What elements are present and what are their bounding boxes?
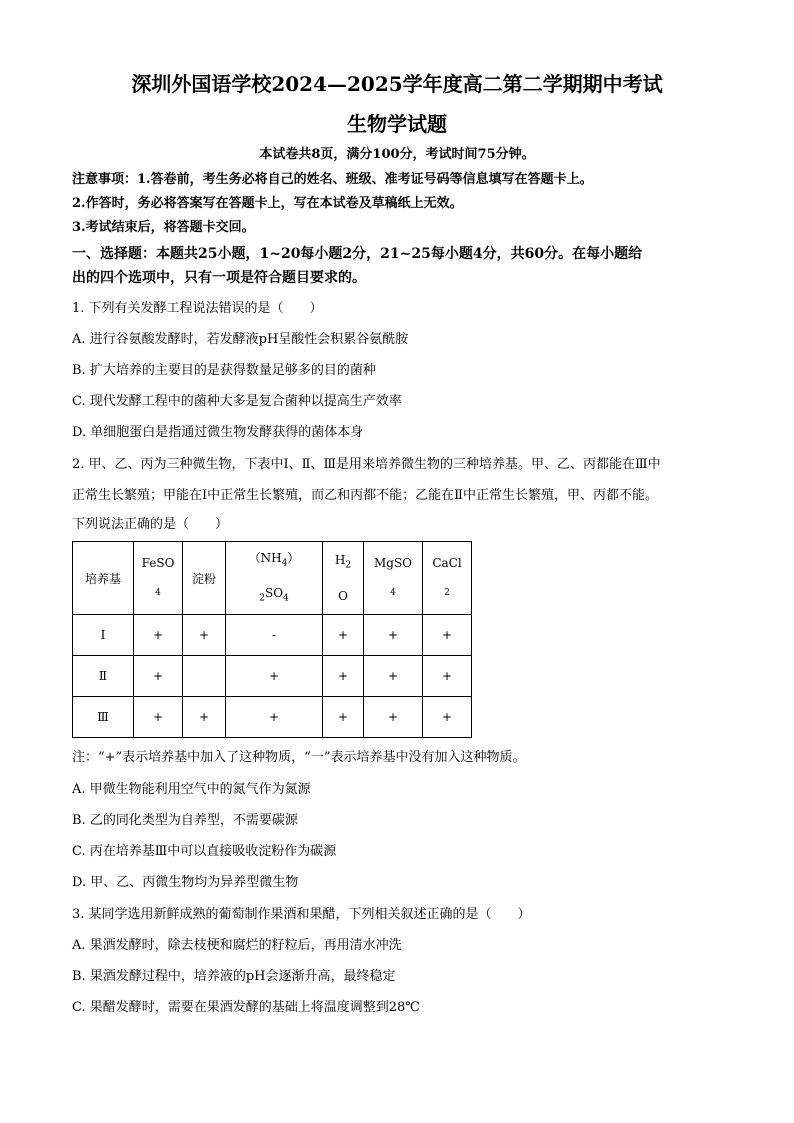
note-3: 3.考试结束后，将答题卡交回。 — [72, 220, 255, 235]
header-cacl2: CaCl 2 — [423, 542, 472, 615]
q2-option-d: D. 甲、乙、丙微生物均为异养型微生物 — [72, 875, 299, 890]
cell-cacl2: + — [423, 615, 472, 656]
header-starch: 淀粉 — [183, 542, 226, 615]
row-label: Ⅲ — [73, 697, 134, 738]
cell-nh4so4: + — [226, 697, 323, 738]
q1-stem: 1. 下列有关发酵工程说法错误的是（ ） — [72, 301, 323, 316]
q1-option-c: C. 现代发酵工程中的菌种大多是复合菌种以提高生产效率 — [72, 394, 402, 409]
cell-nh4so4: + — [226, 656, 323, 697]
cell-mgso4: + — [364, 656, 423, 697]
cell-cacl2: + — [423, 697, 472, 738]
note-1: 注意事项：1.答卷前，考生务必将自己的姓名、班级、准考证号码等信息填写在答题卡上。 — [72, 172, 593, 187]
q3-option-b: B. 果酒发酵过程中，培养液的pH会逐渐升高，最终稳定 — [72, 969, 396, 984]
cell-starch: + — [183, 615, 226, 656]
q3-stem: 3. 某同学选用新鲜成熟的葡萄制作果酒和果醋，下列相关叙述正确的是（ ） — [72, 907, 531, 922]
q2-stem-line1: 2. 甲、乙、丙为三种微生物，下表中Ⅰ、Ⅱ、Ⅲ是用来培养微生物的三种培养基。甲、乙、丙都能在Ⅲ中 — [72, 457, 661, 472]
header-medium: 培养基 — [73, 542, 134, 615]
q1-option-a: A. 进行谷氨酸发酵时，若发酵液pH呈酸性会积累谷氨酰胺 — [72, 332, 409, 347]
q3-option-c: C. 果醋发酵时，需要在果酒发酵的基础上将温度调整到28℃ — [72, 1000, 420, 1015]
cell-h2o: + — [323, 656, 364, 697]
exam-subtitle: 生物学试题 — [347, 112, 447, 136]
table-row — [73, 615, 472, 656]
cell-feso4: + — [134, 697, 183, 738]
q1-option-b: B. 扩大培养的主要目的是获得数量足够多的目的菌种 — [72, 363, 376, 378]
row-label: Ⅱ — [73, 656, 134, 697]
exam-title: 深圳外国语学校2024—2025学年度高二第二学期期中考试 — [131, 72, 663, 96]
note-2: 2.作答时，务必将答案写在答题卡上，写在本试卷及草稿纸上无效。 — [72, 196, 463, 211]
q2-stem-line2: 正常生长繁殖；甲能在Ⅰ中正常生长繁殖，而乙和丙都不能；乙能在Ⅱ中正常生长繁殖，甲、丙都不能。 — [72, 488, 658, 503]
cell-nh4so4: - — [226, 615, 323, 656]
cell-starch — [183, 656, 226, 697]
q1-option-d: D. 单细胞蛋白是指通过微生物发酵获得的菌体本身 — [72, 425, 364, 440]
medium-table — [72, 541, 472, 738]
row-label: Ⅰ — [73, 615, 134, 656]
cell-h2o: + — [323, 697, 364, 738]
cell-mgso4: + — [364, 697, 423, 738]
cell-feso4: + — [134, 615, 183, 656]
q2-table-note: 注：“+”表示培养基中加入了这种物质，“一”表示培养基中没有加入这种物质。 — [72, 750, 526, 765]
exam-info: 本试卷共8页，满分100分，考试时间75分钟。 — [259, 147, 535, 162]
q2-option-c: C. 丙在培养基Ⅲ中可以直接吸收淀粉作为碳源 — [72, 844, 337, 859]
header-nh4-2so4: $(NH_4)$ $_2SO_4$ — [226, 542, 323, 615]
header-feso4: FeSO 4 — [134, 542, 183, 615]
cell-cacl2: + — [423, 656, 472, 697]
cell-mgso4: + — [364, 615, 423, 656]
table-row — [73, 656, 472, 697]
section-heading-line1: 一、选择题：本题共25小题，1~20每小题2分，21~25每小题4分，共60分。在每小题给 — [72, 246, 643, 262]
section-heading-line2: 出的四个选项中，只有一项是符合题目要求的。 — [72, 270, 366, 286]
table-row — [73, 697, 472, 738]
cell-h2o: + — [323, 615, 364, 656]
q2-option-b: B. 乙的同化类型为自养型，不需要碳源 — [72, 813, 298, 828]
header-mgso4: MgSO 4 — [364, 542, 423, 615]
q3-option-a: A. 果酒发酵时，除去枝梗和腐烂的籽粒后，再用清水冲洗 — [72, 938, 402, 953]
header-h2o: $H_2$ O — [323, 542, 364, 615]
q2-stem-line3: 下列说法正确的是（ ） — [72, 517, 229, 532]
cell-starch: + — [183, 697, 226, 738]
cell-feso4: + — [134, 656, 183, 697]
q2-option-a: A. 甲微生物能利用空气中的氮气作为氮源 — [72, 782, 311, 797]
